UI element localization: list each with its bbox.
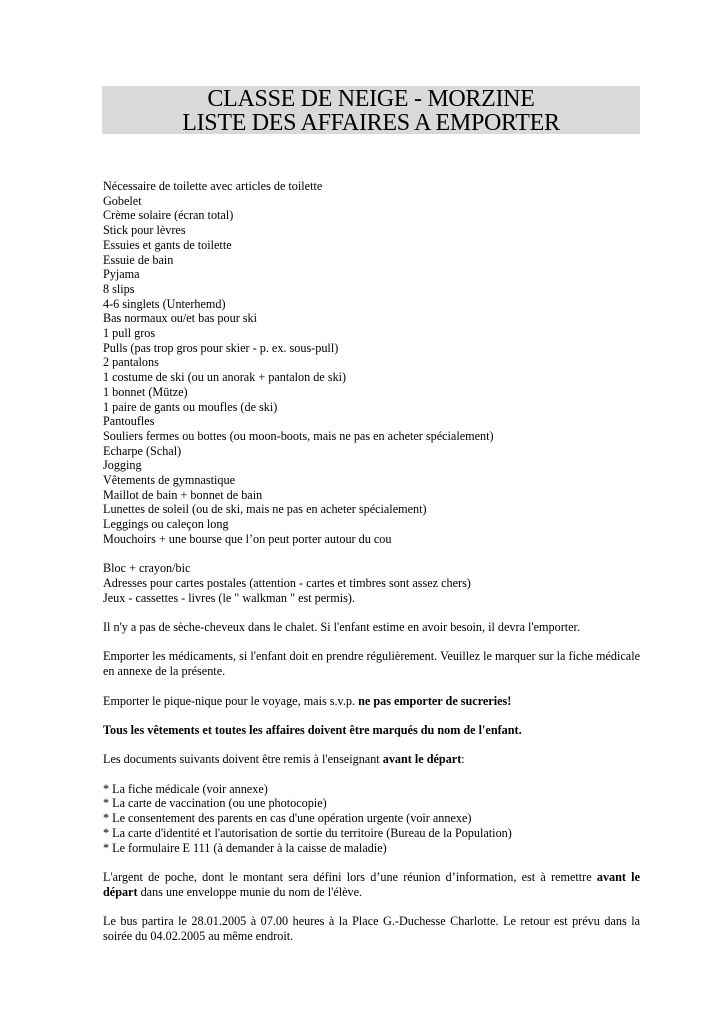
documents-end: : [461,752,465,767]
money-bold: avant le départ [103,869,640,899]
title-banner [102,86,640,134]
pocket-money-note [103,870,640,899]
marking-bold: Tous les vêtements et toutes les affaires doivent être marqués du nom de l'enfant. [103,722,522,737]
list-item: Jeux - cassettes - livres (le " walkman " est permis). [103,590,355,605]
spacer [103,547,640,562]
list-item: Pantoufles [103,414,155,429]
medication-note: Emporter les médicaments, si l'enfant doit en prendre régulièrement. Veuillez le marquer sur la fiche médicale en annexe de la présente. [103,649,640,679]
list-item: Essuies et gants de toilette [103,237,232,252]
spacer [103,708,640,723]
spacer [103,899,640,914]
spacer [103,605,640,620]
list-item: Jogging [103,458,142,473]
list-item: Maillot de bain + bonnet de bain [103,487,263,502]
list-item: Lunettes de soleil (ou de ski, mais ne pas en acheter spécialement) [103,502,427,517]
title-line-2: LISTE DES AFFAIRES A EMPORTER [182,110,560,136]
list-item: Adresses pour cartes postales (attention - cartes et timbres sont assez chers) [103,575,471,590]
list-item: Crème solaire (écran total) [103,208,234,223]
list-item: * La carte d'identité et l'autorisation de sortie du territoire (Bureau de la Population) [103,825,512,840]
list-item: 1 paire de gants ou moufles (de ski) [103,399,278,414]
picnic-bold: ne pas emporter de sucreries! [358,693,512,708]
list-item: 1 pull gros [103,326,156,341]
list-item: Gobelet [103,193,142,208]
money-text: L'argent de poche, dont le montant sera défini lors d’une réunion d’information, est à remettre [103,869,597,884]
documents-text: Les documents suivants doivent être remis à l'enseignant [103,752,383,767]
list-item: * La fiche médicale (voir annexe) [103,781,268,796]
spacer [103,635,640,650]
list-item: Nécessaire de toilette avec articles de toilette [103,179,323,193]
money-end: dans une enveloppe munie du nom de l'élève. [137,884,363,899]
spacer [103,855,640,870]
marking-note [103,723,640,738]
list-item: Pulls (pas trop gros pour skier - p. ex. sous-pull) [103,340,339,355]
list-item: * Le consentement des parents en cas d'une opération urgente (voir annexe) [103,811,472,826]
hairdryer-note: Il n'y a pas de sèche-cheveux dans le chalet. Si l'enfant estime en avoir besoin, il devra l'emporter. [103,620,580,635]
list-item: * Le formulaire E 111 (à demander à la caisse de maladie) [103,840,387,855]
list-item: Pyjama [103,267,140,282]
title-line-1: CLASSE DE NEIGE - MORZINE [207,86,535,112]
spacer [103,767,640,782]
list-item: Stick pour lèvres [103,223,186,238]
list-item: 4-6 singlets (Unterhemd) [103,296,226,311]
list-item: Vêtements de gymnastique [103,473,235,488]
list-item: 1 costume de ski (ou un anorak + pantalon de ski) [103,370,347,385]
list-item: Mouchoirs + une bourse que l’on peut porter autour du cou [103,531,392,546]
documents-intro [103,752,640,767]
bus-note: Le bus partira le 28.01.2005 à 07.00 heures à la Place G.-Duchesse Charlotte. Le retour est prévu dans la soirée du 04.02.2005 au même endroit. [103,914,640,943]
list-item: 2 pantalons [103,355,159,370]
picnic-text: Emporter le pique-nique pour le voyage, mais s.v.p. [103,693,359,708]
list-item: 8 slips [103,281,135,296]
list-item: Souliers fermes ou bottes (ou moon-boots, mais ne pas en acheter spécialement) [103,428,494,443]
packing-list [103,179,640,547]
document-body [103,179,640,943]
spacer [103,679,640,694]
extras-list [103,561,640,605]
list-item: * La carte de vaccination (ou une photocopie) [103,796,327,811]
list-item: 1 bonnet (Mütze) [103,384,188,399]
list-item: Leggings ou caleçon long [103,517,229,532]
picnic-note [103,694,640,709]
list-item: Echarpe (Schal) [103,443,182,458]
list-item: Bas normaux ou/et bas pour ski [103,311,258,326]
documents-bold: avant le départ [382,752,462,767]
spacer [103,738,640,753]
documents-list [103,782,640,856]
list-item: Essuie de bain [103,252,174,267]
list-item: Bloc + crayon/bic [103,561,191,576]
